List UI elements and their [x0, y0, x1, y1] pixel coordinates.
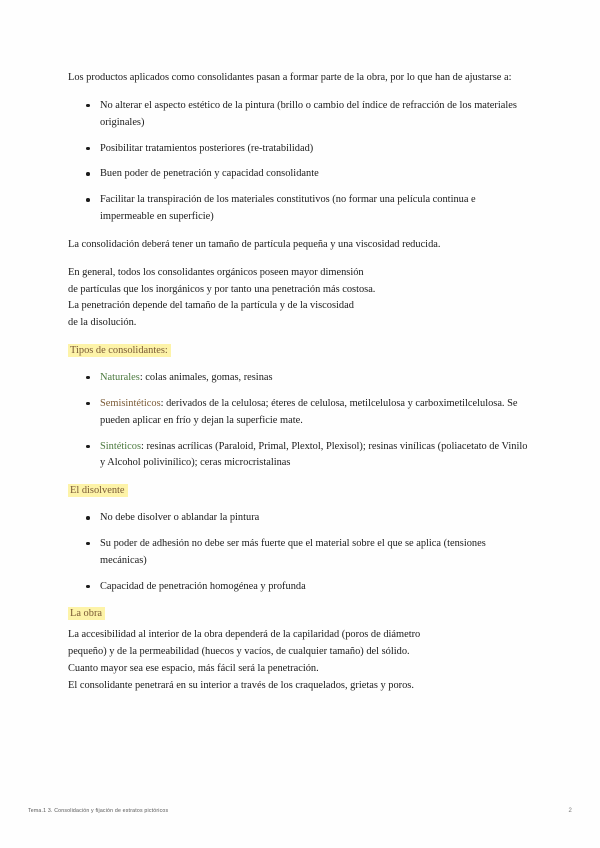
obra-line: pequeño) y de la permeabilidad (huecos y vacíos, de cualquier tamaño) del sólido.	[68, 646, 410, 658]
tipo-desc: : colas animales, gomas, resinas	[139, 371, 273, 383]
page-number: 2	[568, 808, 572, 814]
obra-heading	[68, 606, 532, 623]
list-item: No alterar el aspecto estético de la pintura (brillo o cambio del índice de refracción de los materiales originales)	[86, 98, 532, 132]
tipos-list	[68, 370, 532, 472]
tipos-heading	[68, 343, 532, 360]
obra-line: El consolidante penetrará en su interior a través de los craquelados, grietas y poros.	[68, 679, 414, 691]
general-line: de la disolución.	[68, 317, 137, 329]
list-item: Facilitar la transpiración de los materiales constitutivos (no formar una película continua e impermeable en superficie)	[86, 192, 532, 226]
tipos-heading-label: Tipos de consolidantes:	[68, 344, 171, 357]
tipo-term: Naturales	[100, 371, 140, 383]
general-line: de partículas que los inorgánicos y por tanto una penetración más costosa.	[68, 283, 376, 295]
tipo-term: Sintéticos	[100, 440, 141, 452]
general-block	[68, 265, 532, 332]
list-item: Capacidad de penetración homogénea y profunda	[86, 579, 532, 596]
consolidacion-paragraph: La consolidación deberá tener un tamaño de partícula pequeña y una viscosidad reducida.	[68, 238, 441, 250]
disolvente-list	[68, 510, 532, 595]
tipo-term: Semisintéticos	[100, 397, 161, 409]
obra-line: Cuanto mayor sea ese espacio, más fácil será la penetración.	[68, 662, 319, 674]
obra-line: La accesibilidad al interior de la obra dependerá de la capilaridad (poros de diámetro	[68, 629, 421, 641]
list-item: No debe disolver o ablandar la pintura	[86, 510, 532, 527]
disolvente-heading-label: El disolvente	[68, 484, 128, 497]
footer-text: Tema.1 3. Consolidación y fijación de estratos pictóricos	[28, 808, 169, 814]
tipo-desc: : derivados de la celulosa; éteres de celulosa, metilcelulosa y carboximetilcelulosa. Se pueden aplicar en frío y dejan la superficie mate.	[100, 397, 518, 426]
list-item: Su poder de adhesión no debe ser más fuerte que el material sobre el que se aplica (tensiones mecánicas)	[86, 536, 532, 570]
page-footer	[28, 808, 572, 814]
obra-heading-label: La obra	[68, 607, 105, 620]
tipo-desc: : resinas acrílicas (Paraloid, Primal, Plextol, Plexisol); resinas vinílicas (poliacetato de Vinilo y Alcohol polivinílico); ceras microcristalinas	[100, 440, 528, 469]
list-item	[86, 370, 532, 387]
general-line: La penetración depende del tamaño de la partícula y de la viscosidad	[68, 300, 354, 312]
list-item	[86, 439, 532, 473]
general-line: En general, todos los consolidantes orgánicos poseen mayor dimensión	[68, 266, 364, 278]
list-item	[86, 396, 532, 430]
requisitos-list	[68, 98, 532, 226]
list-item: Buen poder de penetración y capacidad consolidante	[86, 166, 532, 183]
intro-paragraph: Los productos aplicados como consolidantes pasan a formar parte de la obra, por lo que han de ajustarse a:	[68, 72, 512, 83]
disolvente-heading	[68, 483, 532, 500]
obra-block	[68, 627, 532, 694]
list-item: Posibilitar tratamientos posteriores (re-tratabilidad)	[86, 141, 532, 158]
